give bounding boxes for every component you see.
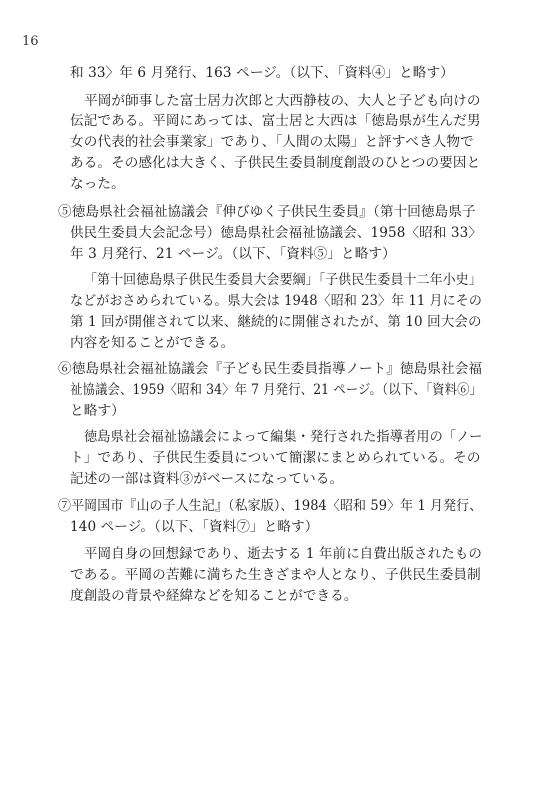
text-line: 和 33〉年 6 月発行、163 ページ。（以下、「資料④」と略す）: [70, 65, 454, 81]
text-line: 徳島県社会福祉協議会によって編集・発行された指導者用の「ノー: [84, 429, 483, 445]
text-line: 第 1 回が開催されて以来、継続的に開催されたが、第 10 回大会の: [70, 314, 482, 330]
text-line: などがおさめられている。県大会は 1948〈昭和 23〉年 11 月にその: [70, 293, 483, 309]
text-line: ⑥徳島県社会福祉協議会『子ども民生委員指導ノート』徳島県社会福: [58, 361, 483, 377]
text-line: ある。その感化は大きく、子供民生委員制度創設のひとつの要因と: [70, 155, 481, 171]
text-line: ⑦平岡国市『山の子人生記』（私家版）、1984〈昭和 59〉年 1 月発行、: [58, 498, 483, 514]
text-line: 年 3 月発行、21 ページ。（以下、「資料⑤」と略す）: [70, 246, 396, 262]
text-line: 内容を知ることができる。: [70, 335, 235, 351]
text-line: 「第十回徳島県子供民生委員大会要綱」「子供民生委員十二年小史」: [84, 272, 482, 288]
text-line: 記述の一部は資料③がベースになっている。: [70, 471, 344, 487]
text-line: ト」であり、子供民生委員について簡潔にまとめられている。その: [70, 450, 481, 466]
text-line: ⑤徳島県社会福祉協議会『伸びゆく子供民生委員』（第十回徳島県子: [58, 204, 476, 220]
text-line: 平岡が師事した富士居力次郎と大西静枝の、大人と子ども向けの: [84, 93, 481, 109]
text-line: 平岡自身の回想録であり、逝去する 1 年前に自費出版されたもの: [84, 546, 483, 562]
text-line: 祉協議会、1959〈昭和 34〉年 7 月発行、21 ページ。（以下、「資料⑥」: [70, 382, 483, 398]
text-line: なった。: [70, 176, 125, 192]
page-number: 16: [22, 34, 39, 49]
text-line: 度創設の背景や経緯などを知ることができる。: [70, 588, 358, 604]
text-line: と略す）: [70, 403, 125, 419]
text-line: 140 ページ。（以下、「資料⑦」と略す）: [70, 519, 319, 535]
text-line: 供民生委員大会記念号）徳島県社会福祉協議会、1958〈昭和 33〉: [70, 225, 482, 241]
text-line: 伝記である。平岡にあっては、富士居と大西は「徳島県が生んだ男: [70, 113, 481, 129]
text-line: である。平岡の苦難に満ちた生きざまや人となり、子供民生委員制: [70, 567, 481, 583]
text-line: 女の代表的社会事業家」であり、「人間の太陽」と評すべき人物で: [70, 134, 474, 150]
